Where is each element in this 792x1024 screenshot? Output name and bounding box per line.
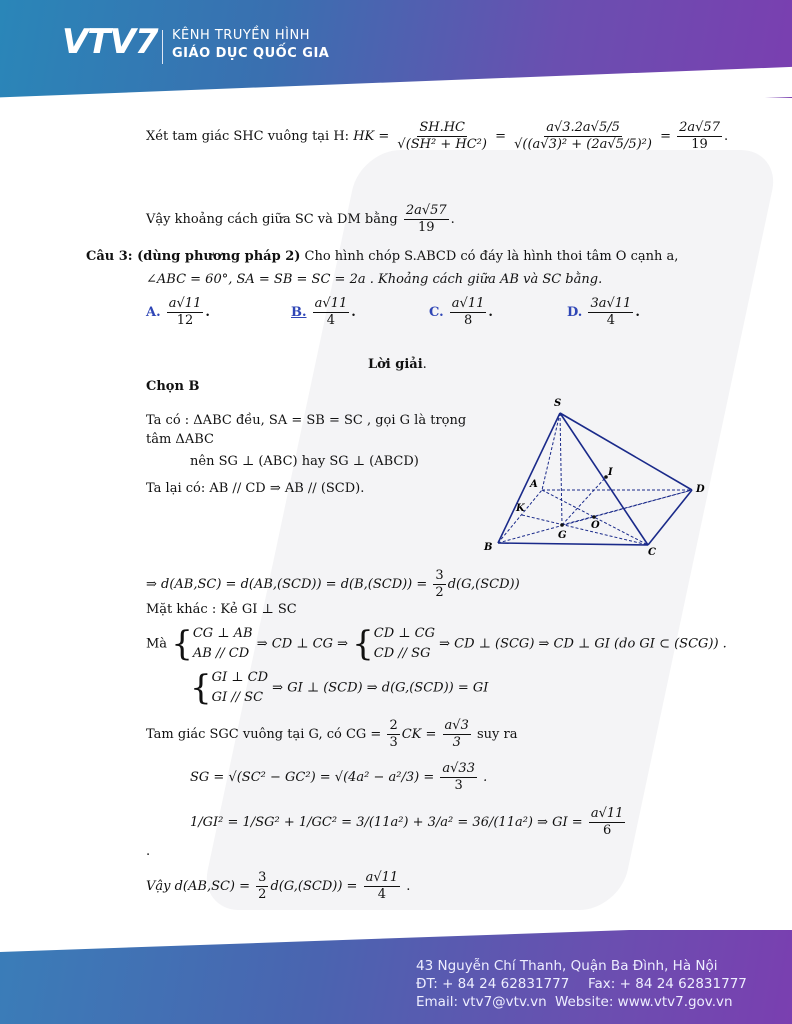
answer-choice: Chọn B — [146, 379, 200, 394]
label-o: O — [591, 520, 600, 531]
solution-line-10: SG = √(SC² − GC²) = √(4a² − a²/3) = $\frac{a√33}{3}$ . — [190, 761, 488, 793]
label-k: K — [516, 503, 525, 514]
option-c[interactable]: C. $\frac{a√11}{8}$ . — [429, 296, 493, 328]
solution-line-6: Mặt khác : Kẻ GI ⊥ SC — [146, 602, 297, 617]
hk-lhs: HK = — [353, 129, 394, 144]
label-c: C — [648, 547, 656, 558]
option-b[interactable]: B. $\frac{a√11}{4}$ . — [291, 296, 356, 328]
solution-line-2: tâm ΔABC — [146, 432, 214, 447]
footer-banner — [0, 930, 792, 1024]
solution-line-3: nên SG ⊥ (ABC) hay SG ⊥ (ABCD) — [190, 454, 419, 469]
footer-address: 43 Nguyễn Chí Thanh, Quận Ba Đình, Hà Nội — [416, 958, 718, 974]
footer-email[interactable]: Email: vtv7@vtv.vn — [416, 994, 547, 1010]
option-d[interactable]: D. $\frac{3a√11}{4}$ . — [567, 296, 640, 328]
hk-result: $\frac{2a√57}{19}$ — [679, 120, 720, 152]
solution-line-9: Tam giác SGC vuông tại G, có CG = $\frac{2}{3}$ CK = $\frac{a√3}{3}$ suy ra — [146, 718, 518, 750]
conclusion-sc-dm: Vậy khoảng cách giữa SC và DM bằng $\frac{2a√57}{19}$ . — [146, 203, 455, 235]
solution-line-7: Mà { CG ⊥ AB AB // CD ⇒ CD ⊥ CG ⇒ { CD ⊥ CG CD // SG ⇒ CD ⊥ (SCG) ⇒ CD ⊥ GI (do GI ⊂ (SCG)) . — [146, 624, 727, 664]
vtv7-logo: VTV7 — [62, 22, 158, 62]
channel-name: KÊNH TRUYỀN HÌNH — [172, 28, 310, 43]
solution-line-5: ⇒ d(AB,SC) = d(AB,(SCD)) = d(B,(SCD)) = $\frac{3}{2}$ d(G,(SCD)) — [146, 568, 520, 600]
question-label: Câu 3: (dùng phương pháp 2) — [86, 249, 301, 264]
stray-dot: . — [146, 844, 151, 859]
hk-intro: Xét tam giác SHC vuông tại H: — [146, 129, 354, 144]
label-b: B — [484, 542, 493, 553]
hk-frac2: $\frac{a√3.2a√5/5}{\text{√((a√3)² + (2a√5/5)²)}}$ — [514, 120, 652, 152]
solution-line-11: 1/GI² = 1/SG² + 1/GC² = 3/(11a²) + 3/a² = 36/(11a²) ⇒ GI = $\frac{a√11}{6}$ — [190, 806, 624, 838]
footer-website[interactable]: Website: www.vtv7.gov.vn — [555, 994, 733, 1010]
label-i: I — [608, 467, 613, 478]
label-a: A — [530, 479, 538, 490]
label-d: D — [696, 484, 705, 495]
question-3-line2: ∠ABC = 60°, SA = SB = SC = 2a . Khoảng cách giữa AB và SC bằng. — [146, 272, 603, 287]
solution-line-4: Ta lại có: AB // CD ⇒ AB // (SCD). — [146, 481, 365, 496]
solution-title: Lời giải. — [368, 357, 427, 372]
footer-phone: ĐT: + 84 24 62831777 — [416, 976, 570, 992]
question-3: Câu 3: (dùng phương pháp 2) Cho hình chóp S.ABCD có đáy là hình thoi tâm O cạnh a, — [86, 249, 679, 264]
footer-fax: Fax: + 84 24 62831777 — [588, 976, 747, 992]
hk-line: Xét tam giác SHC vuông tại H: HK = $\frac{SH.HC}{\text{√(SH² + HC²)}}$ = $\frac{a√3.2a√5/5}{\text{√((a√3)² + (2a√5/5)²)}}$ = $\frac{2a√57}{19}$ . — [146, 120, 729, 152]
channel-subtitle: GIÁO DỤC QUỐC GIA — [172, 46, 330, 61]
option-a[interactable]: A. $\frac{a√11}{12}$ . — [146, 296, 210, 328]
solution-line-1: Ta có : ΔABC đều, SA = SB = SC , gọi G là trọng — [146, 413, 467, 428]
label-g: G — [558, 530, 567, 541]
label-s: S — [554, 398, 562, 409]
footer-band — [0, 930, 792, 953]
pyramid-figure — [478, 395, 718, 560]
solution-line-8: { GI ⊥ CD GI // SC ⇒ GI ⊥ (SCD) ⇒ d(G,(SCD)) = GI — [190, 668, 489, 708]
final-answer: Vậy d(AB,SC) = $\frac{3}{2}$ d(G,(SCD)) = $\frac{a√11}{4}$ . — [146, 870, 411, 902]
hk-frac1: $\frac{SH.HC}{\text{√(SH² + HC²)}}$ — [397, 120, 487, 152]
